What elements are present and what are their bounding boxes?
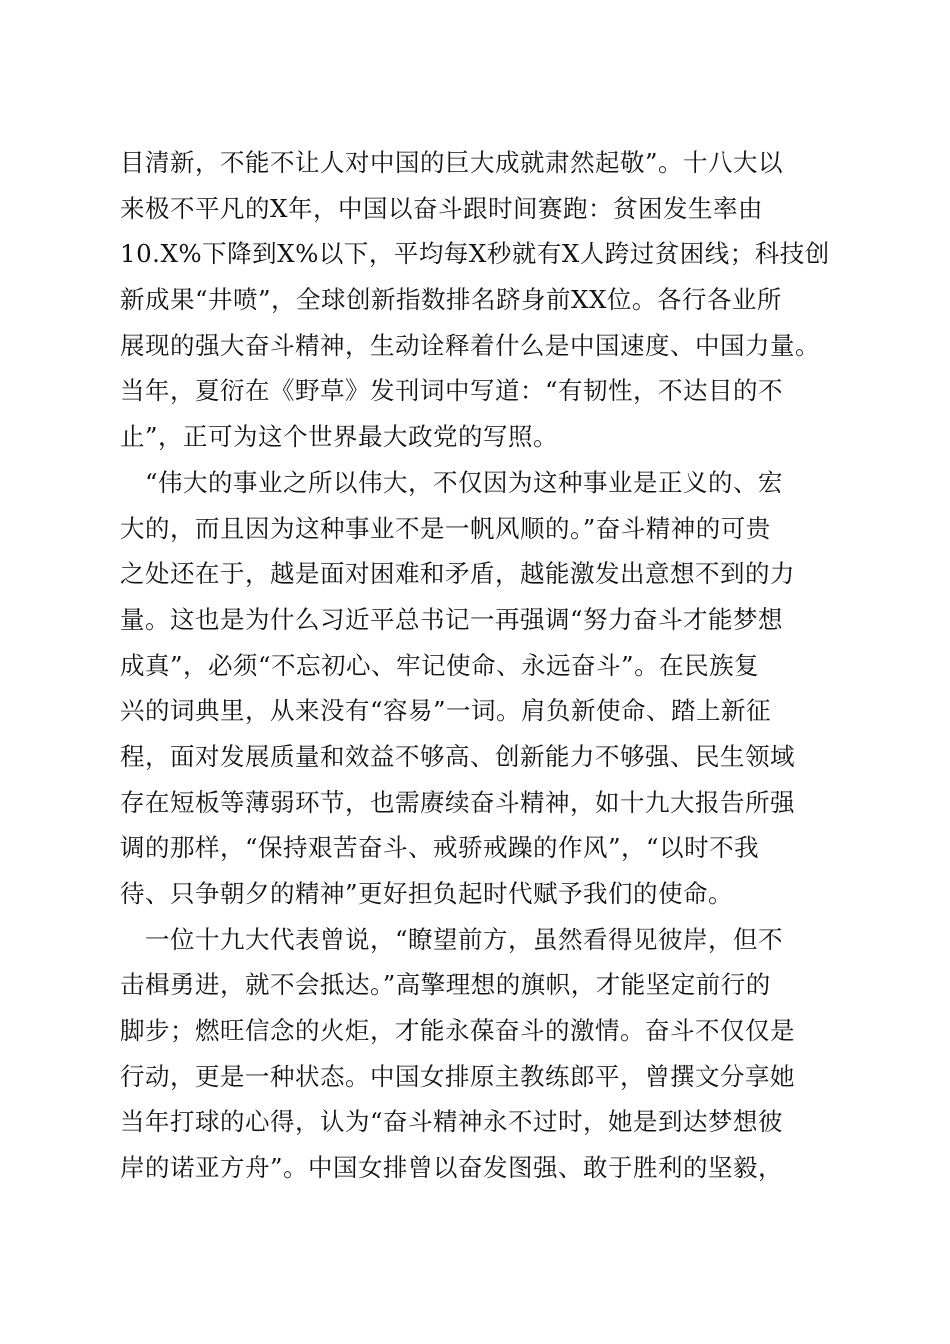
text-line: 存在短板等薄弱环节，也需赓续奋斗精神，如十九大报告所强 [120, 787, 795, 817]
text-line: 展现的强大奋斗精神，生动诠释着什么是中国速度、中国力量。 [120, 330, 820, 360]
text-line: 行动，更是一种状态。中国女排原主教练郎平，曾撰文分享她 [120, 1061, 795, 1091]
text-line: 量。这也是为什么习近平总书记一再强调“努力奋斗才能梦想 [120, 604, 784, 634]
text-line: 目清新，不能不让人对中国的巨大成就肃然起敬”。十八大以 [120, 148, 784, 177]
text-line: 击楫勇进，就不会抵达。”高擎理想的旗帜，才能坚定前行的 [120, 970, 771, 1000]
text-line: 待、只争朝夕的精神”更好担负起时代赋予我们的使命。 [120, 879, 734, 908]
text-line: 大的，而且因为这种事业不是一帆风顺的。”奋斗精神的可贵 [120, 513, 771, 543]
text-line: 止”，正可为这个世界最大政党的写照。 [120, 422, 559, 452]
text-line: 新成果“井喷”，全球创新指数排名跻身前XX位。各行各业所 [120, 285, 782, 315]
text-line: 程，面对发展质量和效益不够高、创新能力不够强、民生领域 [120, 741, 795, 771]
text-line: 当年打球的心得，认为“奋斗精神永不过时，她是到达梦想彼 [120, 1107, 784, 1137]
text-line: 兴的词典里，从来没有“容易”一词。肩负新使命、踏上新征 [120, 696, 772, 726]
text-line: 调的那样，“保持艰苦奋斗、戒骄戒躁的作风”，“以时不我 [120, 833, 760, 863]
text-line: 岸的诺亚方舟”。中国女排曾以奋发图强、敢于胜利的坚毅， [120, 1153, 784, 1183]
document-body [120, 140, 840, 1191]
text-line: 当年，夏衍在《野草》发刊词中写道：“有韧性，不达目的不 [120, 376, 784, 406]
text-line: 脚步；燃旺信念的火炬，才能永葆奋斗的激情。奋斗不仅仅是 [120, 1016, 795, 1046]
text-line: “伟大的事业之所以伟大，不仅因为这种事业是正义的、宏 [120, 467, 784, 497]
text-line: 之处还在于，越是面对困难和矛盾，越能激发出意想不到的力 [120, 559, 795, 589]
text-line: 10.X%下降到X%以下，平均每X秒就有X人跨过贫困线；科技创 [120, 239, 830, 269]
text-line: 来极不平凡的X年，中国以奋斗跟时间赛跑：贫困发生率由 [120, 193, 763, 223]
text-line: 成真”，必须“不忘初心、牢记使命、永远奋斗”。在民族复 [120, 650, 760, 680]
text-line: 一位十九大代表曾说，“瞭望前方，虽然看得见彼岸，但不 [120, 924, 784, 954]
